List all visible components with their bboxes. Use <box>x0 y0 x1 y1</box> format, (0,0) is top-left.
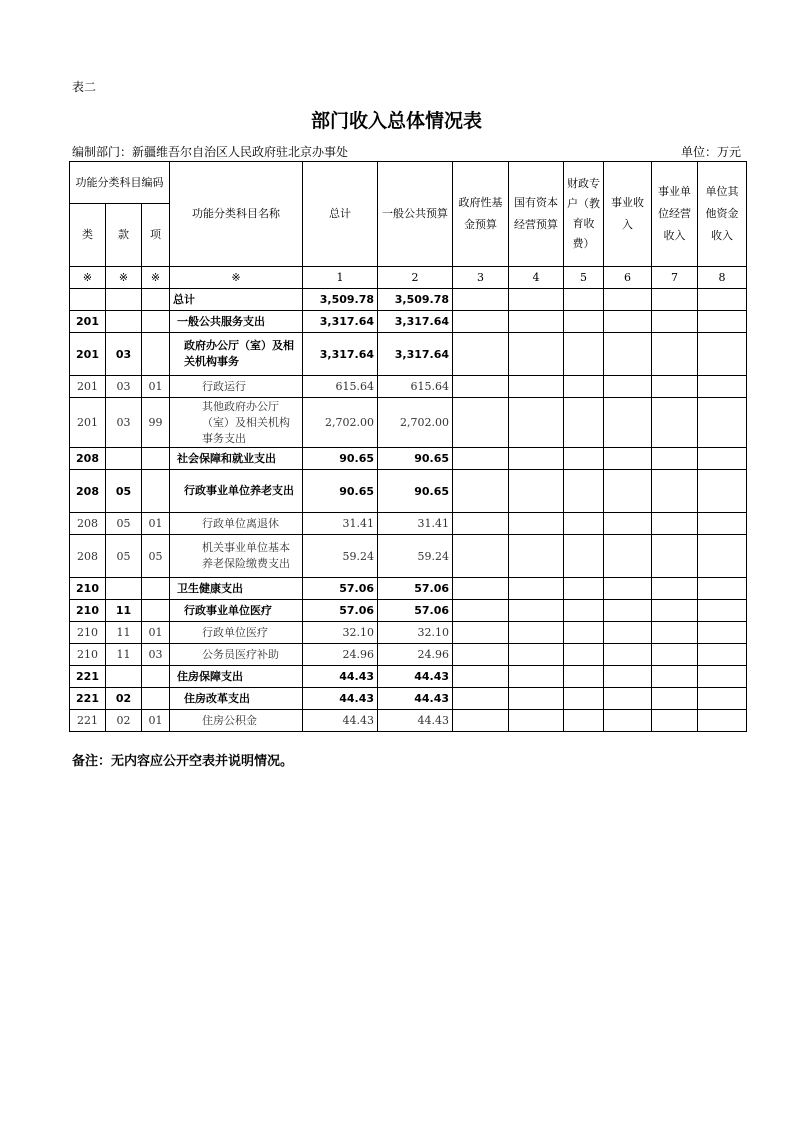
row-xiang: 05 <box>142 535 170 578</box>
marker-num: 4 <box>509 267 564 289</box>
row-total: 3,509.78 <box>303 289 378 311</box>
row-xiang <box>142 311 170 333</box>
row-empty-cell <box>509 644 564 666</box>
row-total: 44.43 <box>303 666 378 688</box>
row-lei: 201 <box>70 311 106 333</box>
row-general-budget: 44.43 <box>378 688 453 710</box>
row-xiang: 99 <box>142 398 170 448</box>
row-empty-cell <box>604 311 652 333</box>
row-empty-cell <box>698 622 747 644</box>
row-kuan: 03 <box>106 398 142 448</box>
row-name: 卫生健康支出 <box>170 578 303 600</box>
row-total: 3,317.64 <box>303 333 378 376</box>
row-empty-cell <box>453 513 509 535</box>
row-empty-cell <box>509 311 564 333</box>
row-general-budget: 44.43 <box>378 666 453 688</box>
marker-num: 1 <box>303 267 378 289</box>
table-row <box>70 311 747 333</box>
row-empty-cell <box>652 448 698 470</box>
row-total: 32.10 <box>303 622 378 644</box>
table-row <box>70 622 747 644</box>
row-total: 44.43 <box>303 688 378 710</box>
row-empty-cell <box>509 470 564 513</box>
row-empty-cell <box>509 448 564 470</box>
total-header: 总计 <box>303 162 378 267</box>
income-table <box>69 161 747 732</box>
marker-row <box>70 267 747 289</box>
row-empty-cell <box>698 470 747 513</box>
row-name: 一般公共服务支出 <box>170 311 303 333</box>
row-empty-cell <box>698 600 747 622</box>
row-general-budget: 3,317.64 <box>378 311 453 333</box>
row-kuan <box>106 666 142 688</box>
code-group-header: 功能分类科目编码 <box>70 162 170 204</box>
row-kuan <box>106 311 142 333</box>
row-name: 住房保障支出 <box>170 666 303 688</box>
table-row <box>70 688 747 710</box>
table-row <box>70 398 747 448</box>
row-empty-cell <box>652 600 698 622</box>
other-income-header: 单位其他资金收入 <box>698 162 747 267</box>
table-number: 表二 <box>72 80 97 94</box>
row-xiang <box>142 470 170 513</box>
row-lei: 210 <box>70 600 106 622</box>
row-general-budget: 59.24 <box>378 535 453 578</box>
row-xiang: 01 <box>142 513 170 535</box>
row-xiang: 01 <box>142 710 170 732</box>
row-name: 住房改革支出 <box>170 688 303 710</box>
row-name: 住房公积金 <box>170 710 303 732</box>
table-row <box>70 513 747 535</box>
row-empty-cell <box>453 448 509 470</box>
row-empty-cell <box>453 470 509 513</box>
table-row <box>70 376 747 398</box>
row-empty-cell <box>604 470 652 513</box>
kuan-header: 款 <box>106 204 142 267</box>
row-name: 其他政府办公厅（室）及相关机构事务支出 <box>170 398 303 448</box>
row-xiang <box>142 688 170 710</box>
row-name: 机关事业单位基本养老保险缴费支出 <box>170 535 303 578</box>
row-empty-cell <box>604 688 652 710</box>
marker-lei: ※ <box>70 267 106 289</box>
row-empty-cell <box>509 578 564 600</box>
row-kuan: 11 <box>106 644 142 666</box>
row-name: 政府办公厅（室）及相关机构事务 <box>170 333 303 376</box>
row-empty-cell <box>652 535 698 578</box>
row-empty-cell <box>604 600 652 622</box>
fund-budget-header: 政府性基金预算 <box>453 162 509 267</box>
row-lei: 221 <box>70 688 106 710</box>
row-total: 90.65 <box>303 448 378 470</box>
row-empty-cell <box>652 578 698 600</box>
row-name: 行政运行 <box>170 376 303 398</box>
table-row <box>70 710 747 732</box>
row-general-budget: 24.96 <box>378 644 453 666</box>
row-empty-cell <box>698 666 747 688</box>
table-row <box>70 666 747 688</box>
row-general-budget: 615.64 <box>378 376 453 398</box>
row-empty-cell <box>453 333 509 376</box>
row-total: 3,317.64 <box>303 311 378 333</box>
row-empty-cell <box>509 333 564 376</box>
row-total: 31.41 <box>303 513 378 535</box>
row-kuan <box>106 578 142 600</box>
row-empty-cell <box>564 710 604 732</box>
remark-note: 备注：无内容应公开空表并说明情况。 <box>72 754 294 769</box>
page-title: 部门收入总体情况表 <box>310 110 482 132</box>
row-empty-cell <box>453 688 509 710</box>
row-empty-cell <box>509 289 564 311</box>
row-empty-cell <box>604 666 652 688</box>
row-empty-cell <box>564 513 604 535</box>
row-empty-cell <box>604 333 652 376</box>
table-row <box>70 600 747 622</box>
row-total: 59.24 <box>303 535 378 578</box>
name-header: 功能分类科目名称 <box>170 162 303 267</box>
row-empty-cell <box>453 398 509 448</box>
row-empty-cell <box>652 644 698 666</box>
fiscal-special-header: 财政专户（教育收费） <box>564 162 604 267</box>
row-general-budget: 44.43 <box>378 710 453 732</box>
row-name: 社会保障和就业支出 <box>170 448 303 470</box>
row-empty-cell <box>698 289 747 311</box>
row-empty-cell <box>564 622 604 644</box>
row-empty-cell <box>698 535 747 578</box>
row-name: 公务员医疗补助 <box>170 644 303 666</box>
row-kuan: 02 <box>106 710 142 732</box>
row-empty-cell <box>564 470 604 513</box>
row-lei: 201 <box>70 333 106 376</box>
row-kuan: 03 <box>106 376 142 398</box>
general-budget-header: 一般公共预算 <box>378 162 453 267</box>
row-lei: 221 <box>70 710 106 732</box>
row-empty-cell <box>564 376 604 398</box>
row-general-budget: 2,702.00 <box>378 398 453 448</box>
row-empty-cell <box>564 333 604 376</box>
state-capital-header: 国有资本经营预算 <box>509 162 564 267</box>
row-general-budget: 3,317.64 <box>378 333 453 376</box>
row-name: 行政事业单位医疗 <box>170 600 303 622</box>
row-empty-cell <box>604 289 652 311</box>
marker-xiang: ※ <box>142 267 170 289</box>
row-xiang <box>142 666 170 688</box>
row-xiang: 01 <box>142 376 170 398</box>
row-empty-cell <box>509 622 564 644</box>
row-empty-cell <box>604 376 652 398</box>
row-empty-cell <box>652 710 698 732</box>
marker-name: ※ <box>170 267 303 289</box>
marker-num: 3 <box>453 267 509 289</box>
row-lei: 210 <box>70 578 106 600</box>
row-empty-cell <box>453 376 509 398</box>
marker-kuan: ※ <box>106 267 142 289</box>
xiang-header: 项 <box>142 204 170 267</box>
row-kuan <box>106 289 142 311</box>
table-row <box>70 470 747 513</box>
row-total: 57.06 <box>303 600 378 622</box>
row-kuan: 03 <box>106 333 142 376</box>
row-empty-cell <box>698 448 747 470</box>
row-total: 44.43 <box>303 710 378 732</box>
row-total: 24.96 <box>303 644 378 666</box>
row-empty-cell <box>652 333 698 376</box>
row-lei: 208 <box>70 535 106 578</box>
row-general-budget: 32.10 <box>378 622 453 644</box>
row-empty-cell <box>564 600 604 622</box>
row-empty-cell <box>453 535 509 578</box>
row-empty-cell <box>604 644 652 666</box>
row-empty-cell <box>604 578 652 600</box>
row-kuan: 11 <box>106 622 142 644</box>
row-name: 行政单位医疗 <box>170 622 303 644</box>
row-total: 2,702.00 <box>303 398 378 448</box>
row-empty-cell <box>564 311 604 333</box>
row-xiang: 01 <box>142 622 170 644</box>
row-empty-cell <box>453 600 509 622</box>
row-empty-cell <box>604 622 652 644</box>
row-total: 615.64 <box>303 376 378 398</box>
row-empty-cell <box>564 448 604 470</box>
row-empty-cell <box>564 398 604 448</box>
lei-header: 类 <box>70 204 106 267</box>
row-xiang <box>142 333 170 376</box>
table-row <box>70 535 747 578</box>
row-empty-cell <box>509 535 564 578</box>
row-lei: 208 <box>70 448 106 470</box>
row-lei: 201 <box>70 398 106 448</box>
row-xiang <box>142 289 170 311</box>
operating-income-header: 事业单位经营收入 <box>652 162 698 267</box>
marker-num: 7 <box>652 267 698 289</box>
row-lei: 208 <box>70 470 106 513</box>
row-empty-cell <box>509 666 564 688</box>
row-empty-cell <box>509 710 564 732</box>
table-row <box>70 289 747 311</box>
table-row <box>70 333 747 376</box>
row-total: 90.65 <box>303 470 378 513</box>
table-row <box>70 578 747 600</box>
row-empty-cell <box>564 644 604 666</box>
row-empty-cell <box>509 513 564 535</box>
row-empty-cell <box>453 578 509 600</box>
row-lei: 221 <box>70 666 106 688</box>
row-lei <box>70 289 106 311</box>
row-total: 57.06 <box>303 578 378 600</box>
row-empty-cell <box>698 644 747 666</box>
row-name: 行政事业单位养老支出 <box>170 470 303 513</box>
row-empty-cell <box>509 398 564 448</box>
row-empty-cell <box>453 666 509 688</box>
row-lei: 208 <box>70 513 106 535</box>
marker-num: 8 <box>698 267 747 289</box>
row-general-budget: 90.65 <box>378 448 453 470</box>
row-empty-cell <box>564 535 604 578</box>
row-empty-cell <box>652 289 698 311</box>
row-empty-cell <box>604 513 652 535</box>
row-empty-cell <box>698 513 747 535</box>
row-empty-cell <box>652 470 698 513</box>
row-empty-cell <box>604 398 652 448</box>
row-empty-cell <box>698 688 747 710</box>
row-empty-cell <box>604 710 652 732</box>
row-empty-cell <box>453 311 509 333</box>
row-kuan: 05 <box>106 513 142 535</box>
row-lei: 201 <box>70 376 106 398</box>
marker-num: 6 <box>604 267 652 289</box>
row-empty-cell <box>698 311 747 333</box>
unit-label: 单位：万元 <box>680 145 741 159</box>
row-empty-cell <box>698 376 747 398</box>
row-empty-cell <box>652 688 698 710</box>
row-lei: 210 <box>70 644 106 666</box>
row-general-budget: 57.06 <box>378 578 453 600</box>
row-empty-cell <box>698 710 747 732</box>
row-empty-cell <box>564 688 604 710</box>
row-empty-cell <box>652 622 698 644</box>
row-empty-cell <box>652 311 698 333</box>
business-income-header: 事业收入 <box>604 162 652 267</box>
row-general-budget: 3,509.78 <box>378 289 453 311</box>
row-general-budget: 31.41 <box>378 513 453 535</box>
row-empty-cell <box>509 688 564 710</box>
row-empty-cell <box>564 289 604 311</box>
row-name: 总计 <box>170 289 303 311</box>
row-general-budget: 90.65 <box>378 470 453 513</box>
row-empty-cell <box>453 622 509 644</box>
table-row <box>70 644 747 666</box>
marker-num: 2 <box>378 267 453 289</box>
row-kuan: 05 <box>106 470 142 513</box>
compiling-department: 编制部门：新疆维吾尔自治区人民政府驻北京办事处 <box>72 145 349 159</box>
row-empty-cell <box>652 376 698 398</box>
row-kuan <box>106 448 142 470</box>
row-lei: 210 <box>70 622 106 644</box>
row-empty-cell <box>652 513 698 535</box>
row-empty-cell <box>604 448 652 470</box>
row-empty-cell <box>564 578 604 600</box>
row-empty-cell <box>509 600 564 622</box>
row-empty-cell <box>698 398 747 448</box>
row-xiang: 03 <box>142 644 170 666</box>
row-kuan: 05 <box>106 535 142 578</box>
row-kuan: 11 <box>106 600 142 622</box>
row-general-budget: 57.06 <box>378 600 453 622</box>
row-empty-cell <box>604 535 652 578</box>
row-xiang <box>142 578 170 600</box>
row-empty-cell <box>509 376 564 398</box>
row-empty-cell <box>652 398 698 448</box>
row-kuan: 02 <box>106 688 142 710</box>
row-empty-cell <box>453 644 509 666</box>
marker-num: 5 <box>564 267 604 289</box>
row-empty-cell <box>698 333 747 376</box>
row-xiang <box>142 448 170 470</box>
row-xiang <box>142 600 170 622</box>
row-empty-cell <box>453 289 509 311</box>
row-name: 行政单位离退休 <box>170 513 303 535</box>
row-empty-cell <box>453 710 509 732</box>
row-empty-cell <box>698 578 747 600</box>
table-row <box>70 448 747 470</box>
row-empty-cell <box>564 666 604 688</box>
row-empty-cell <box>652 666 698 688</box>
